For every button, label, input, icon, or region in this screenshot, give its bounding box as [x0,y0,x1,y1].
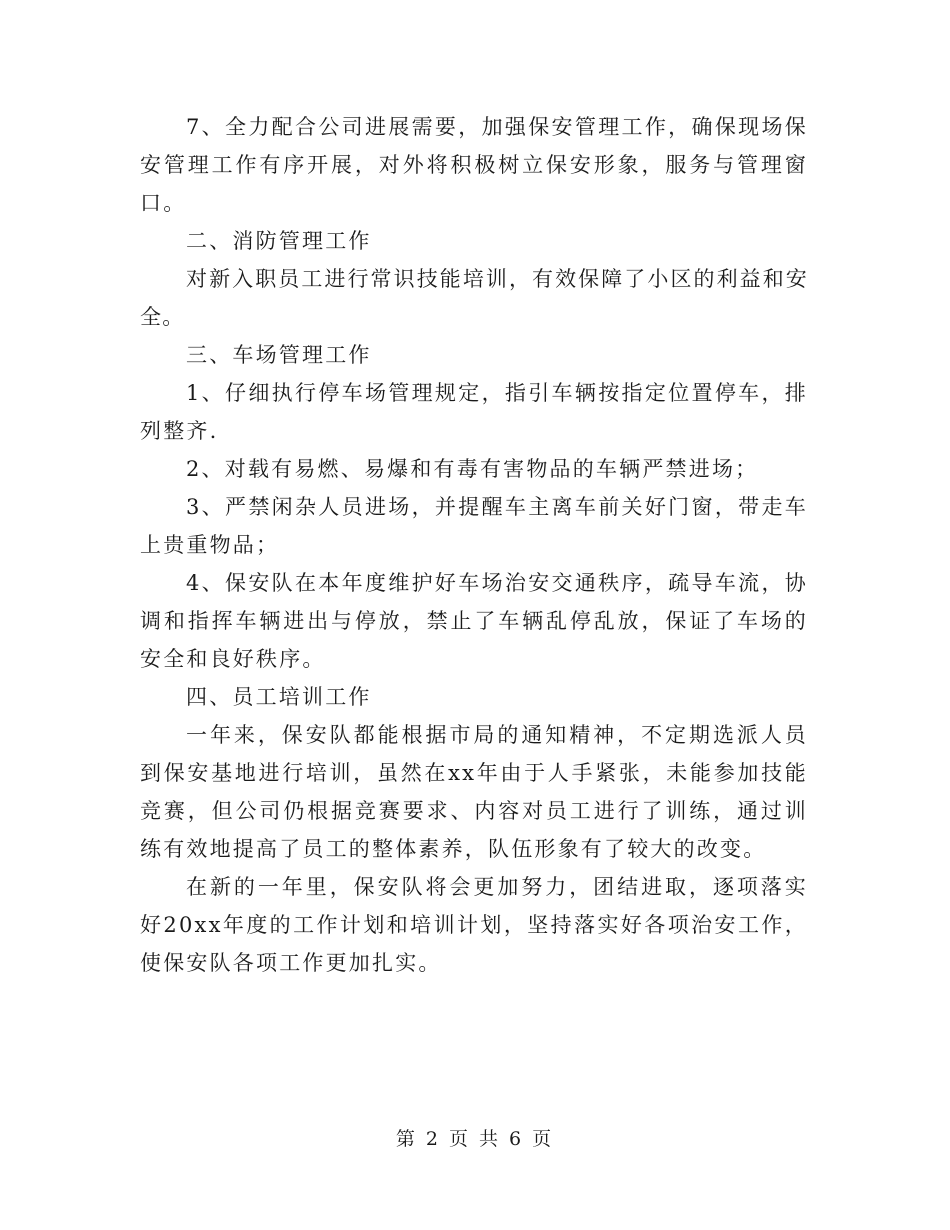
page-footer [0,1124,950,1151]
section-heading-staff-training: 四、员工培训工作 [186,685,372,709]
paragraph-fire-training: 对新入职员工进行常识技能培训，有效保障了小区的利益和安全。 [140,267,808,329]
document-body [140,108,808,982]
footer-total-unit: 页 [532,1128,555,1150]
paragraph-new-year-plan: 在新的一年里，保安队将会更加努力，团结进取，逐项落实好20xx年度的工作计划和培训计划，坚持落实好各项治安工作，使保安队各项工作更加扎实。 [140,875,808,975]
paragraph-parking-rule-4: 4、保安队在本年度维护好车场治安交通秩序，疏导车流，协调和指挥车辆进出与停放，禁止了车辆乱停乱放，保证了车场的安全和良好秩序。 [140,571,808,671]
footer-total-pages: 6 [509,1128,525,1150]
section-heading-parking-management: 三、车场管理工作 [186,343,372,367]
footer-prefix: 第 [395,1128,418,1150]
paragraph-item-7: 7、全力配合公司进展需要，加强保安管理工作，确保现场保安管理工作有序开展，对外将积极树立保安形象，服务与管理窗口。 [140,115,808,215]
paragraph-parking-rule-1: 1、仔细执行停车场管理规定，指引车辆按指定位置停车，排列整齐. [140,381,808,443]
paragraph-parking-rule-2: 2、对载有易燃、易爆和有毒有害物品的车辆严禁进场； [186,457,759,481]
paragraph-staff-training: 一年来，保安队都能根据市局的通知精神，不定期选派人员到保安基地进行培训，虽然在xx年由于人手紧张，未能参加技能竞赛，但公司仍根据竞赛要求、内容对员工进行了训练，通过训练有效地提高了员工的整体素养，队伍形象有了较大的改变。 [140,723,808,861]
paragraph-parking-rule-3: 3、严禁闲杂人员进场，并提醒车主离车前关好门窗，带走车上贵重物品； [140,495,808,557]
footer-current-page: 2 [425,1128,441,1150]
footer-total-label: 共 [479,1128,502,1150]
footer-page-unit: 页 [448,1128,471,1150]
section-heading-fire-management: 二、消防管理工作 [186,229,372,253]
